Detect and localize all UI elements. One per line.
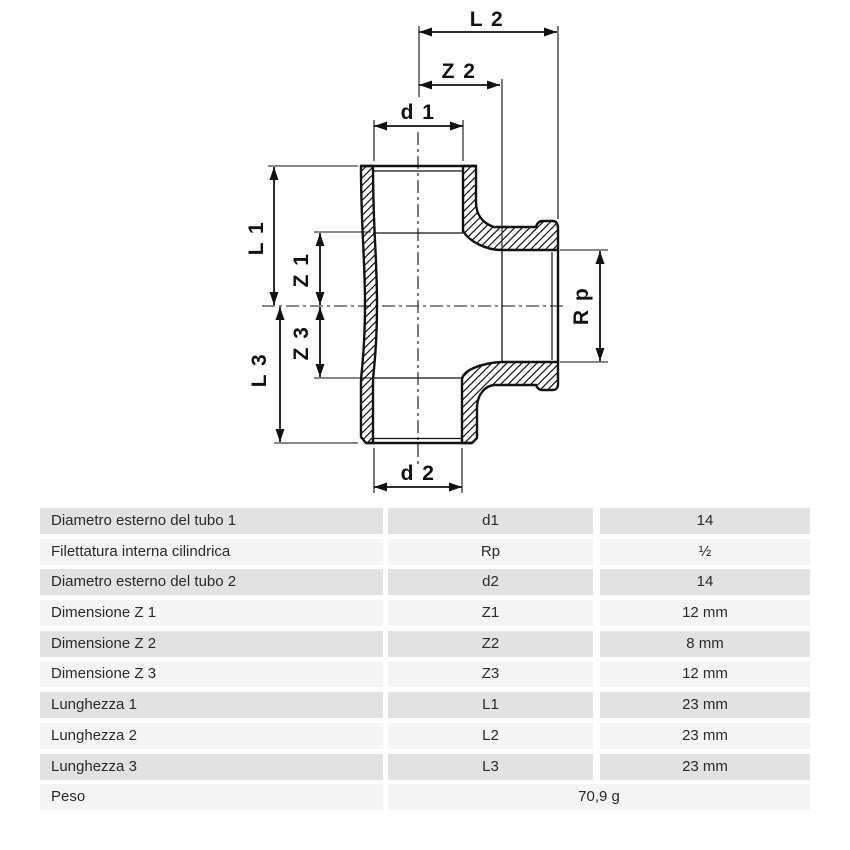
- table-row: [40, 508, 810, 534]
- table-row: [40, 631, 810, 657]
- specification-table: [40, 508, 810, 815]
- spec-value: 12 mm: [600, 661, 810, 687]
- spec-value: 23 mm: [600, 723, 810, 749]
- centerlines: [262, 132, 566, 468]
- label-Z1: Z 1: [290, 252, 313, 288]
- spec-symbol: L2: [388, 723, 593, 749]
- label-L1: L 1: [245, 220, 268, 256]
- spec-name: Peso: [40, 784, 383, 810]
- label-Z3: Z 3: [290, 325, 313, 361]
- table-row: [40, 600, 810, 626]
- spec-value: ½: [600, 539, 810, 565]
- spec-name: Lunghezza 3: [40, 754, 383, 780]
- spec-symbol: Z2: [388, 631, 593, 657]
- spec-name: Lunghezza 1: [40, 692, 383, 718]
- table-row: [40, 692, 810, 718]
- fitting-body-section: [361, 166, 558, 443]
- spec-name: Lunghezza 2: [40, 723, 383, 749]
- spec-symbol: Z3: [388, 661, 593, 687]
- table-row: [40, 661, 810, 687]
- lower-right-wall: [462, 362, 558, 443]
- label-L3: L 3: [248, 352, 271, 388]
- spec-value-merged: 70,9 g: [388, 784, 810, 810]
- spec-value: 8 mm: [600, 631, 810, 657]
- table-row: [40, 723, 810, 749]
- label-L2: L 2: [469, 8, 505, 31]
- spec-symbol: d2: [388, 569, 593, 595]
- spec-name: Dimensione Z 2: [40, 631, 383, 657]
- spec-name: Dimensione Z 1: [40, 600, 383, 626]
- spec-symbol: d1: [388, 508, 593, 534]
- spec-name: Filettatura interna cilindrica: [40, 539, 383, 565]
- spec-name: Diametro esterno del tubo 1: [40, 508, 383, 534]
- left-wall: [361, 166, 377, 443]
- table-row-weight: [40, 784, 810, 810]
- label-d2: d 2: [400, 462, 436, 485]
- fitting-detail-lines: [361, 166, 558, 443]
- table-row: [40, 569, 810, 595]
- spec-value: 14: [600, 508, 810, 534]
- spec-value: 23 mm: [600, 754, 810, 780]
- spec-symbol: L3: [388, 754, 593, 780]
- spec-value: 23 mm: [600, 692, 810, 718]
- spec-name: Dimensione Z 3: [40, 661, 383, 687]
- table-row: [40, 754, 810, 780]
- table-row: [40, 539, 810, 565]
- label-d1: d 1: [400, 101, 436, 124]
- spec-value: 14: [600, 569, 810, 595]
- spec-symbol: L1: [388, 692, 593, 718]
- label-Rp: R p: [570, 286, 593, 326]
- upper-right-wall: [463, 166, 558, 250]
- spec-symbol: Z1: [388, 600, 593, 626]
- label-Z2: Z 2: [441, 60, 477, 83]
- spec-name: Diametro esterno del tubo 2: [40, 569, 383, 595]
- spec-symbol: Rp: [388, 539, 593, 565]
- dimension-lines: [274, 32, 600, 487]
- spec-value: 12 mm: [600, 600, 810, 626]
